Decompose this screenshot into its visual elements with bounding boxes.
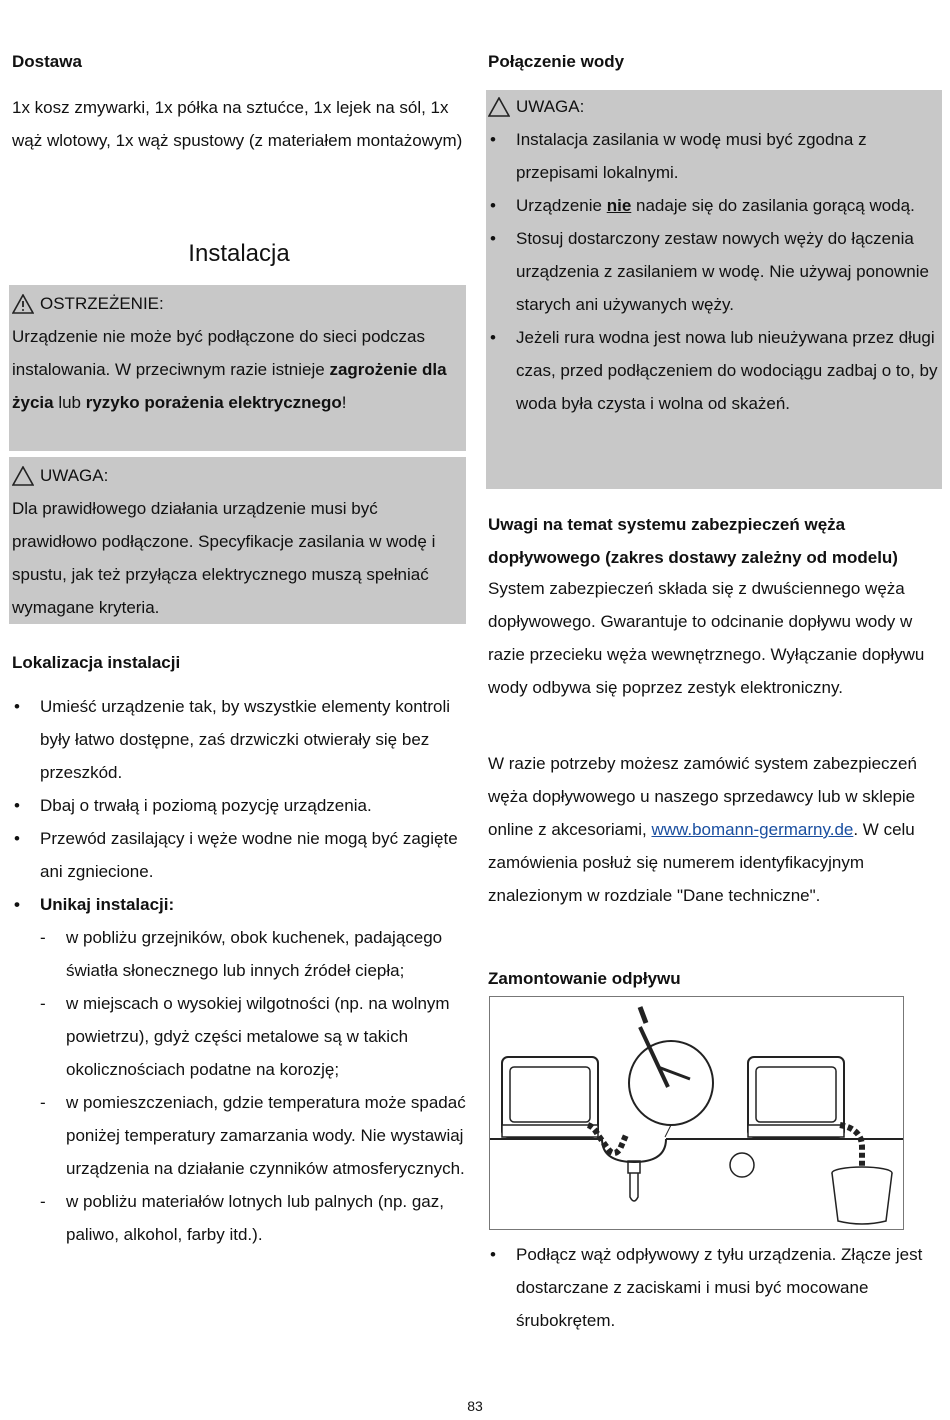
section-title: Instalacja bbox=[188, 240, 290, 267]
list-item: • Stosuj dostarczony zestaw nowych węży do łączenia urządzenia z zasilaniem w wodę. Nie używaj ponownie starych ani używanych węży. bbox=[488, 222, 940, 321]
warning-text: Urządzenie nie może być podłączone do sieci podczas instalowania. W przeciwnym razie istnieje zagrożenie dla życia lub ryzyko porażenia elektrycznego! bbox=[12, 327, 447, 412]
safety-text: System zabezpieczeń składa się z dwuściennego węża dopływowego. Gwarantuje to odcinanie dopływu wody w razie przecieku węża wewnętrznego. Wyłączanie dopływu wody odbywa się poprzez zestyk elektroniczny. bbox=[488, 579, 925, 697]
list-item: • Jeżeli rura wodna jest nowa lub nieużywana przez długi czas, przed podłączeniem do wodociągu zadbaj o to, by woda była czysta i wolna od skażeń. bbox=[488, 321, 940, 420]
list-item: - w pobliżu materiałów lotnych lub palnych (np. gaz, paliwo, alkohol, farby itd.). bbox=[12, 1185, 466, 1251]
list-item: - w pobliżu grzejników, obok kuchenek, padającego światła słonecznego lub innych źródeł ciepła; bbox=[12, 921, 466, 987]
water-heading: Połączenie wody bbox=[488, 52, 625, 71]
list-item: • Instalacja zasilania w wodę musi być zgodna z przepisami lokalnymi. bbox=[488, 123, 940, 189]
list-item: • Podłącz wąż odpływowy z tyłu urządzenia. Złącze jest dostarczane z zaciskami i musi być mocowane śrubokrętem. bbox=[488, 1238, 942, 1337]
list-item: • Przewód zasilający i węże wodne nie mogą być zagięte ani zgniecione. bbox=[12, 822, 466, 888]
water-caution-title: UWAGA: bbox=[516, 96, 585, 116]
delivery-heading: Dostawa bbox=[12, 52, 82, 71]
clamp-icon bbox=[730, 1153, 754, 1177]
drain-heading: Zamontowanie odpływu bbox=[488, 969, 681, 988]
location-list bbox=[12, 690, 466, 1251]
caution-text: Dla prawidłowego działania urządzenie musi być prawidłowo podłączone. Specyfikacje zasilania w wodę i spustu, jak też przyłącza elektrycznego muszą spełniać wymagane kryteria. bbox=[12, 499, 436, 617]
warning-title-row bbox=[12, 287, 460, 320]
drain-illustration bbox=[489, 996, 904, 1230]
drain-diagram bbox=[490, 997, 903, 1229]
caution-triangle-icon bbox=[12, 466, 34, 486]
order-text: W razie potrzeby możesz zamówić system zabezpieczeń węża dopływowego u naszego sprzedawcy lub w sklepie online z akcesoriami, www.bomann-germarny.de. W celu zamówienia posłuż się numerem identyfikacyjnym znalezionym w rozdziale "Dane techniczne". bbox=[488, 754, 917, 905]
caution-triangle-icon bbox=[488, 97, 510, 117]
warning-triangle-icon bbox=[12, 294, 34, 314]
magnifier-icon bbox=[629, 1041, 713, 1125]
safety-heading: Uwagi na temat systemu zabezpieczeń węża dopływowego (zakres dostawy zależny od modelu) bbox=[488, 515, 898, 567]
delivery-text: 1x kosz zmywarki, 1x półka na sztućce, 1x lejek na sól, 1x wąż wlotowy, 1x wąż spustowy (z materiałem montażowym) bbox=[12, 98, 463, 150]
location-heading: Lokalizacja instalacji bbox=[12, 653, 181, 672]
list-item: • Urządzenie nie nadaje się do zasilania gorącą wodą. bbox=[488, 189, 940, 222]
caution-title-row bbox=[12, 459, 460, 492]
list-item: - w pomieszczeniach, gdzie temperatura może spadać poniżej temperatury zamarzania wody. Nie wystawiaj urządzenia na działanie czynników atmosferycznych. bbox=[12, 1086, 466, 1185]
water-caution-title-row bbox=[488, 90, 940, 123]
warning-title: OSTRZEŻENIE: bbox=[40, 293, 164, 313]
caution-title: UWAGA: bbox=[40, 465, 109, 485]
caution-box bbox=[9, 457, 466, 624]
warning-box bbox=[9, 285, 466, 451]
page-number: 83 bbox=[467, 1398, 483, 1414]
list-item: • Umieść urządzenie tak, by wszystkie elementy kontroli były łatwo dostępne, zaś drzwiczki otwierały się bez przeszkód. bbox=[12, 690, 466, 789]
list-item: • Unikaj instalacji: bbox=[12, 888, 466, 921]
list-item: • Dbaj o trwałą i poziomą pozycję urządzenia. bbox=[12, 789, 466, 822]
list-item: - w miejscach o wysokiej wilgotności (np. na wolnym powietrzu), gdyż części metalowe są w takich okolicznościach podatne na korozję; bbox=[12, 987, 466, 1086]
shop-link[interactable]: www.bomann-germarny.de bbox=[651, 820, 854, 839]
screwdriver-icon bbox=[640, 1007, 646, 1023]
drain-list bbox=[488, 1238, 942, 1337]
water-caution-box bbox=[486, 90, 942, 489]
